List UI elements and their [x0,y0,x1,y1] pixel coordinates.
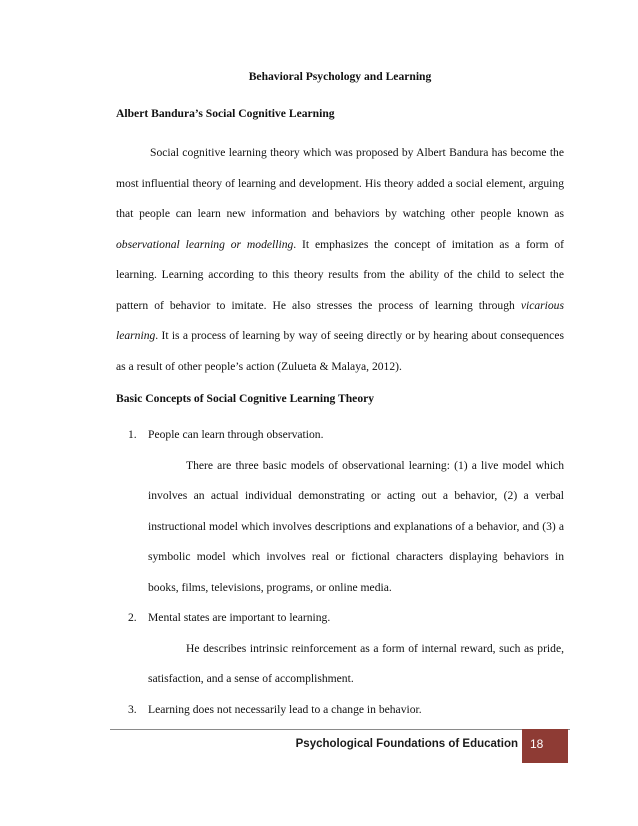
section-heading-bandura: Albert Bandura’s Social Cognitive Learning [116,107,335,120]
list-item-label: Mental states are important to learning. [148,611,331,624]
intro-paragraph [116,138,564,382]
document-page [116,66,564,725]
section-heading-basic-concepts: Basic Concepts of Social Cognitive Learning Theory [116,392,375,405]
list-item-body: There are three basic models of observational learning: (1) a live model which involves an actual individual demonstrating or acting out a behavior, (2) a verbal instructional model which involves descriptions and explanations of a behavior, and (3) a symbolic model which involves real or fictional characters displaying behaviors in books, films, televisions, programs, or online media. [148,458,564,594]
paragraph-text: . It is a process of learning by way of seeing directly or by hearing about consequences as a result of other people’s action (Zulueta & Malaya, 2012). [116,329,564,373]
footer-divider [110,729,570,730]
paragraph-emphasis-observational: observational learning or modelling [116,237,294,251]
concepts-list [116,420,564,725]
list-item-number: 3. [128,702,137,716]
paragraph-emphasis-vicarious: vicarious learning [116,298,564,342]
page-number: 18 [530,737,544,751]
list-item-label: People can learn through observation. [148,428,324,441]
document-title: Behavioral Psychology and Learning [248,70,432,83]
paragraph-text: Social cognitive learning theory which was proposed by Albert Bandura has become the most influential theory of learning and development. His theory added a social element, arguing that people can learn new information and behaviors by watching other people known as [116,146,564,220]
list-item [116,420,564,603]
list-item [116,603,564,695]
list-item [116,695,564,726]
paragraph-text: . It emphasizes the concept of imitation as a form of learning. Learning according to this theory results from the ability of the child to select the pattern of behavior to imitate. He also stresses the process of learning through [116,237,565,312]
page-number-badge [522,729,568,763]
footer-title: Psychological Foundations of Education [295,738,518,750]
list-item-body: He describes intrinsic reinforcement as a form of internal reward, such as pride, satisfaction, and a sense of accomplishment. [148,641,564,685]
list-item-number: 1. [128,428,137,441]
list-item-label: Learning does not necessarily lead to a change in behavior. [148,702,422,716]
list-item-number: 2. [128,611,137,624]
